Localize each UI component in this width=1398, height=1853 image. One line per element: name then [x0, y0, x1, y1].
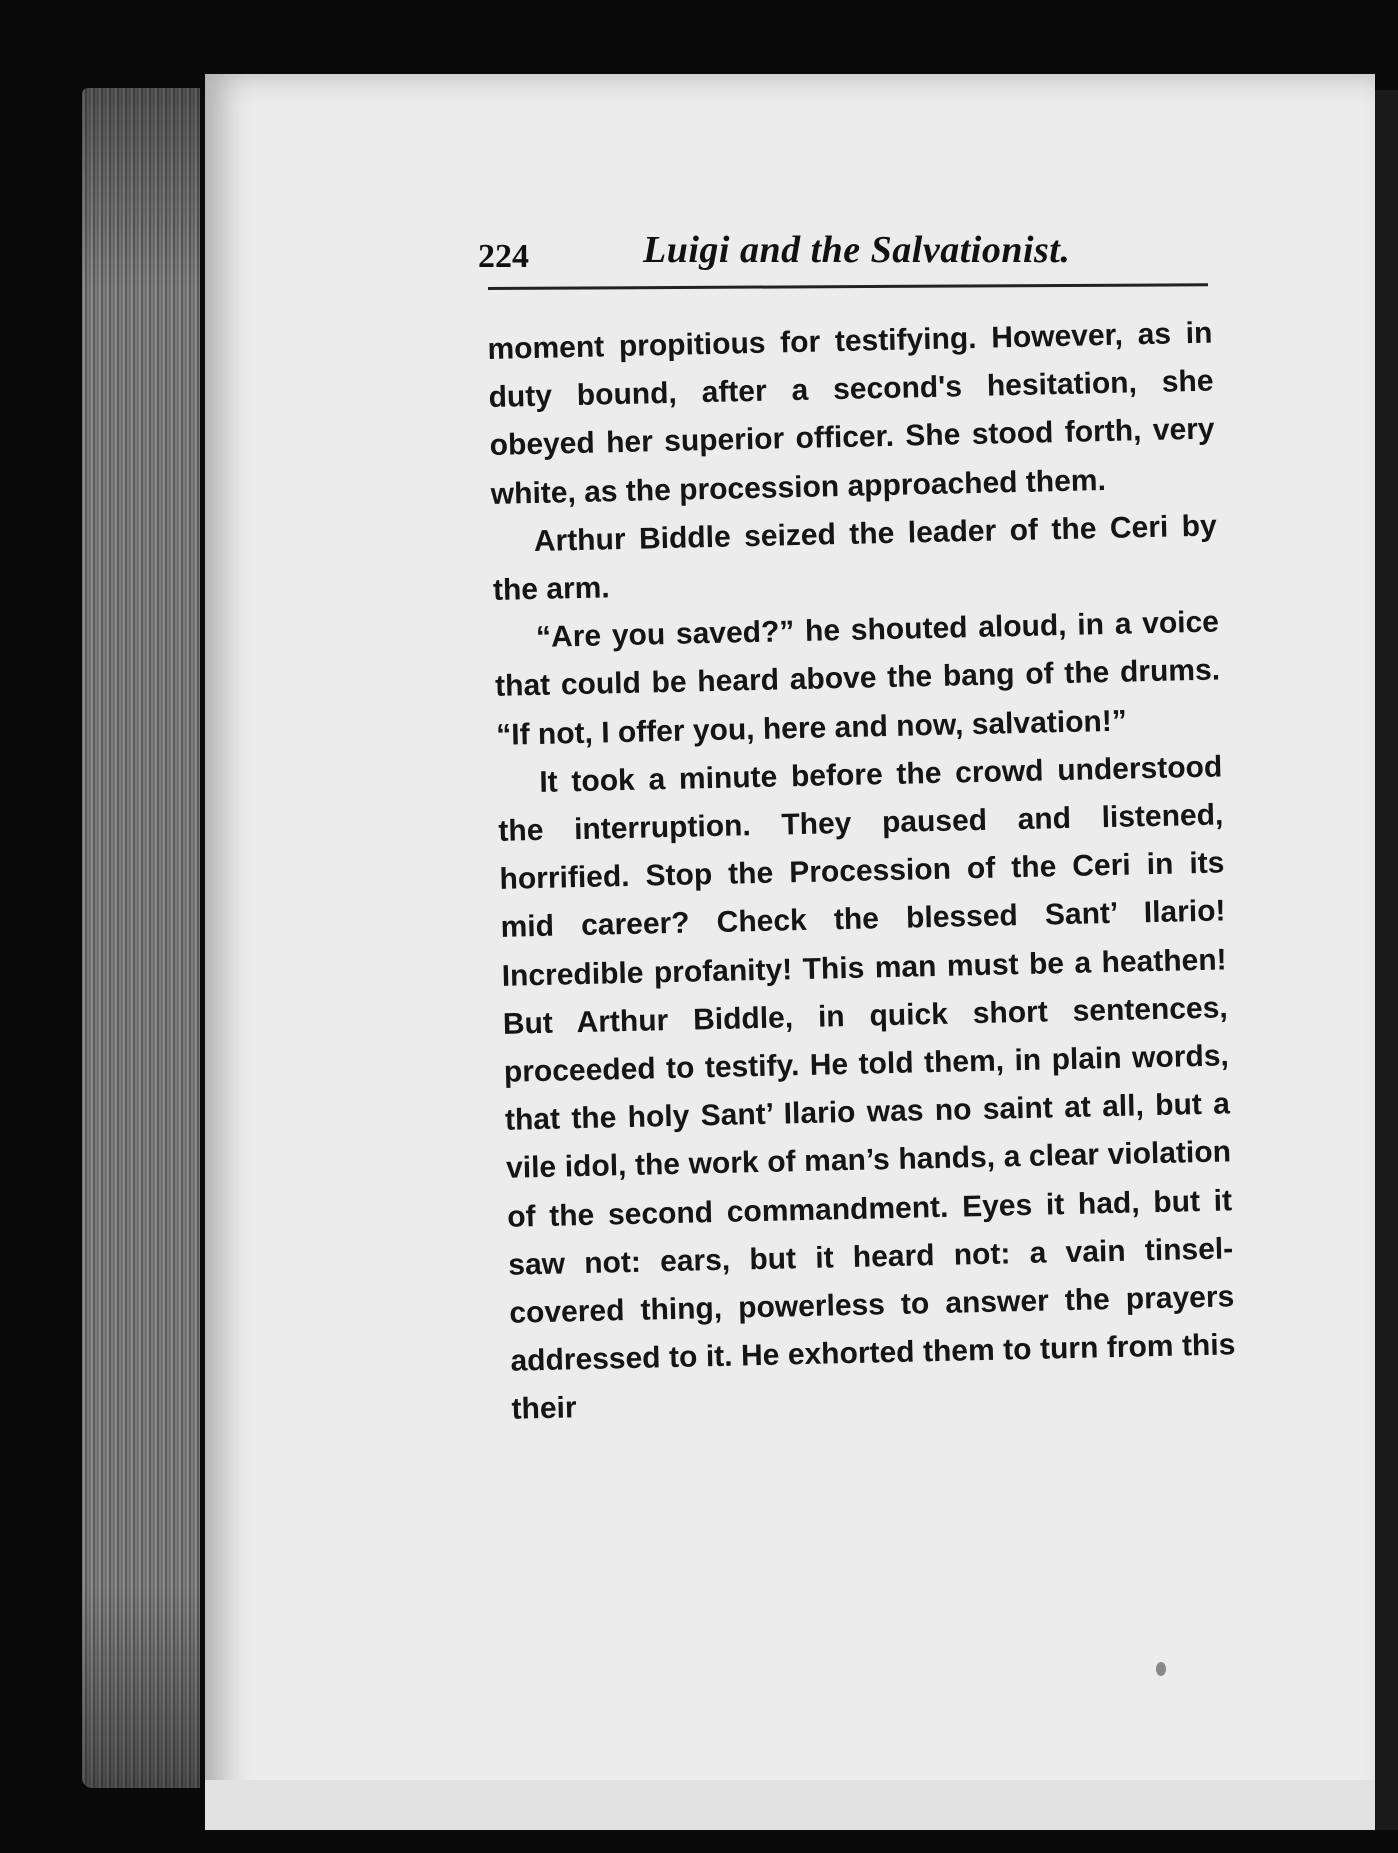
page-bottom-margin — [205, 1780, 1375, 1830]
page-number: 224 — [478, 238, 529, 275]
paragraph: Arthur Biddle seized the leader of the Ceri by the arm. — [492, 509, 1218, 607]
paragraph: “Are you saved?” he shouted aloud, in a voice that could be heard above the bang of the drums. “If not, I offer you, here and now, salvation!” — [494, 605, 1221, 752]
paragraph: It took a minute before the crowd understood the interruption. They paused and listened, horrified. Stop the Procession of the Ceri in its mid career? Check the blessed Sant’ Ilario! Incredible profanity! This man must be a heathen! But Arthur Biddle, in quick short sentences, proceeded to testify. He told them, in plain words, that the holy Sant’ Ilario was no saint at all, but a vile idol, the work of man’s hands, a clear violation of the second commandment. Eyes it had, but it saw not: ears, but it heard not: a vain tinsel-covered thing, powerless to answer the prayers addressed to it. He exhorted them to turn from this their — [498, 750, 1236, 1427]
running-title: Luigi and the Salvationist. — [643, 229, 1071, 271]
paragraph-continued: moment propitious for testifying. However, as in duty bound, after a second's hesitation, she obeyed her superior officer. She stood forth, very white, as the procession approached them. — [487, 316, 1215, 511]
book-spine-shadow — [1375, 90, 1398, 1830]
paper-speck — [1156, 1662, 1166, 1676]
book-page-edges — [82, 88, 200, 1788]
body-text — [487, 310, 1237, 1435]
running-head — [478, 228, 1208, 288]
